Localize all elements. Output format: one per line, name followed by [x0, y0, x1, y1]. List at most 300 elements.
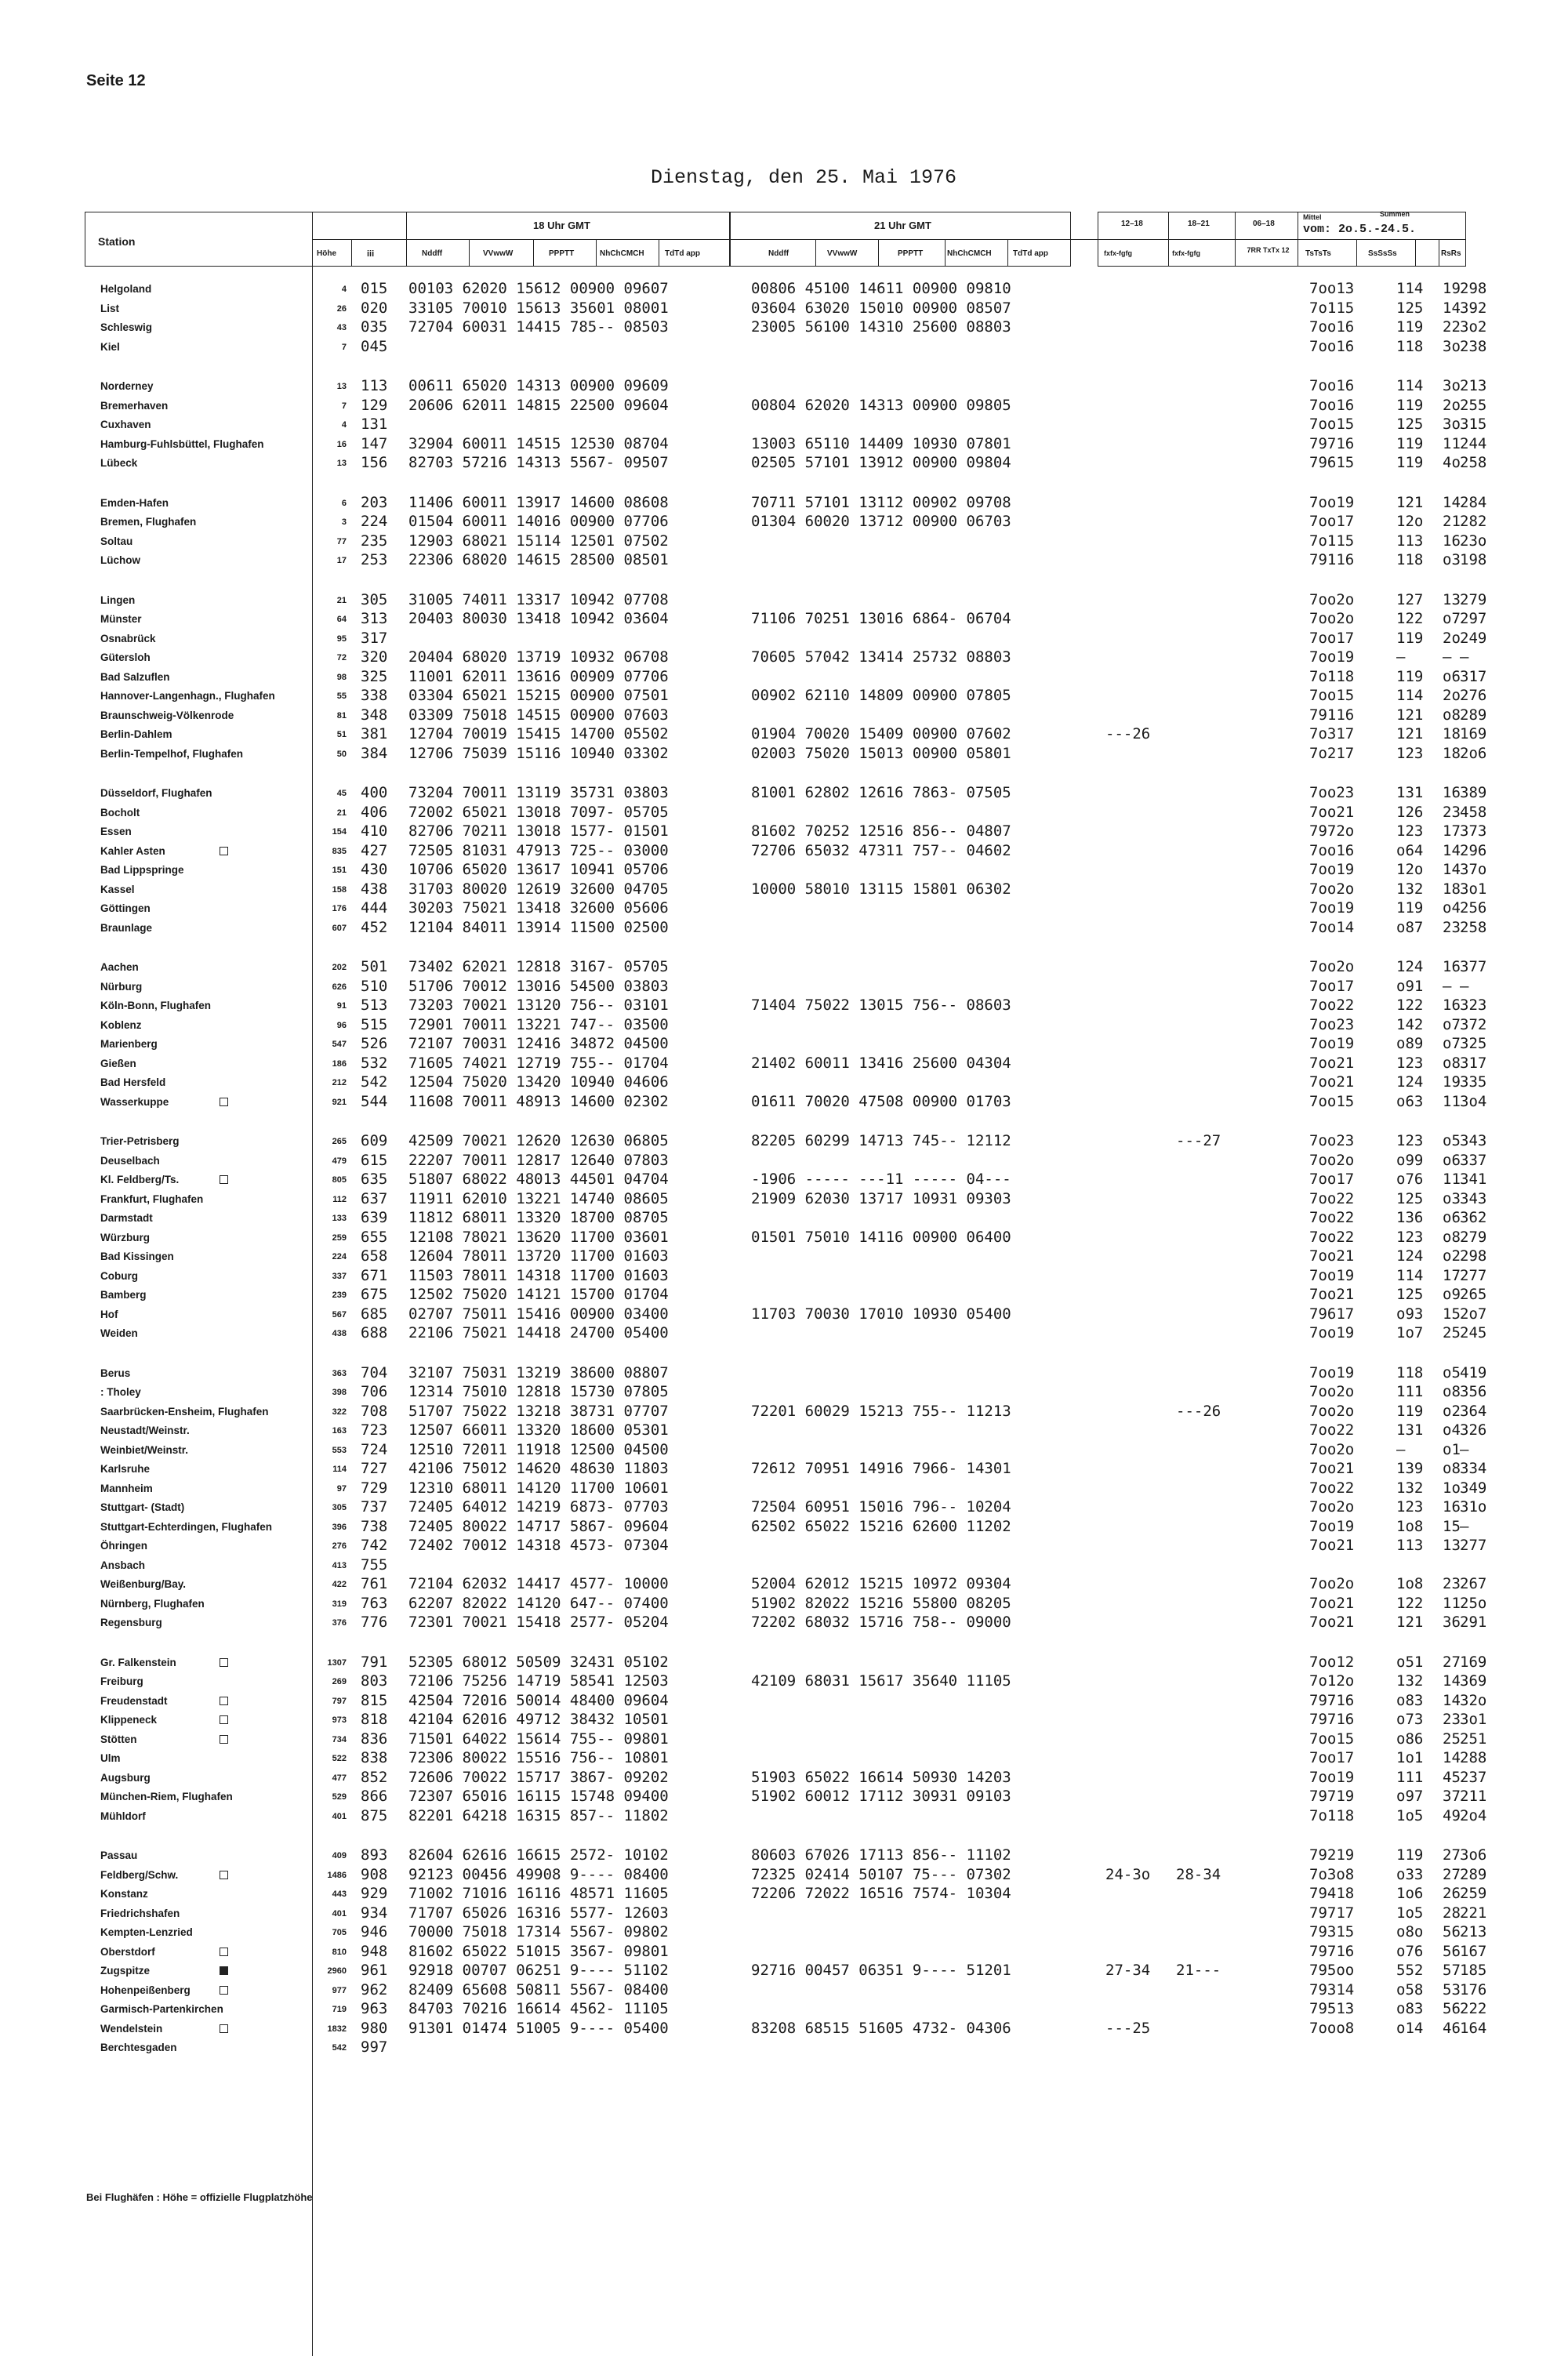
mean-temp: o63 — [1396, 1092, 1424, 1110]
station-name: Lübeck — [100, 457, 138, 469]
obs-18-utc: 92918 00707 06251 9---- 51102 — [408, 1962, 669, 1979]
station-id: 253 — [361, 551, 388, 568]
mean-temp: 1o8 — [1396, 1575, 1424, 1592]
header-sss: SsSsSs — [1368, 249, 1397, 258]
obs-18-utc: 72106 75256 14719 58541 12503 — [408, 1672, 669, 1690]
station-id: 015 — [361, 280, 388, 297]
obs-18-utc: 72307 65016 16115 15748 09400 — [408, 1788, 669, 1805]
table-row — [0, 454, 1568, 471]
temp-group: 7oo2o — [1309, 1498, 1355, 1516]
mean-temp: 122 — [1396, 996, 1424, 1014]
obs-18-utc: 12706 75039 15116 10940 03302 — [408, 744, 669, 762]
obs-21-utc: 00902 62110 14809 00900 07805 — [751, 687, 1011, 704]
mean-temp: o83 — [1396, 2000, 1424, 2017]
temp-group: 7oo15 — [1309, 687, 1355, 704]
station-name: Braunschweig-Völkenrode — [100, 709, 234, 721]
header-ppptt-21: PPPTT — [898, 249, 924, 258]
rain-sum: 23 — [1443, 1575, 1461, 1592]
temp-group: 7oo19 — [1309, 1266, 1355, 1284]
station-id: 737 — [361, 1498, 388, 1516]
rain-sum: 13 — [1443, 590, 1461, 608]
station-id: 761 — [361, 1575, 388, 1592]
station-id: 637 — [361, 1189, 388, 1207]
obs-21-utc: 72504 60951 15016 796-- 10204 — [751, 1498, 1011, 1516]
station-name: Kl. Feldberg/Ts. — [100, 1174, 180, 1185]
table-row — [0, 1460, 1568, 1477]
header-divider — [312, 239, 1466, 240]
temp-group: 7oo2o — [1309, 1383, 1355, 1400]
temp-group: 79617 — [1309, 1305, 1355, 1323]
temp-group: 7oo16 — [1309, 377, 1355, 394]
obs-21-utc: 01611 70020 47508 00900 01703 — [751, 1092, 1011, 1110]
station-height: 72 — [336, 653, 347, 663]
obs-18-utc: 11911 62010 13221 14740 08605 — [408, 1189, 669, 1207]
temp-group: 7oo21 — [1309, 1460, 1355, 1477]
gust-18-21: 21--- — [1176, 1962, 1221, 1979]
station-height: 163 — [332, 1426, 347, 1436]
rain-sum: o7 — [1443, 1015, 1461, 1033]
station-height: 835 — [332, 846, 347, 856]
obs-18-utc: 11001 62011 13616 00909 07706 — [408, 667, 669, 685]
station-id: 658 — [361, 1247, 388, 1265]
station-height: 26 — [336, 303, 347, 314]
mean-temp: 1o7 — [1396, 1324, 1424, 1341]
station-name: Gr. Falkenstein — [100, 1656, 176, 1668]
table-row — [0, 978, 1568, 995]
rain-sum: 46 — [1443, 2019, 1461, 2037]
temp-group: 79513 — [1309, 2000, 1355, 2017]
sunshine-sum: 277 — [1460, 1266, 1487, 1284]
col-line-iii — [351, 239, 352, 267]
page-title: Dienstag, den 25. Mai 1976 — [651, 166, 957, 189]
rain-sum: 14 — [1443, 493, 1461, 511]
rain-sum: 23 — [1443, 1711, 1461, 1728]
station-name: Bamberg — [100, 1289, 147, 1301]
sunshine-sum: 335 — [1460, 1073, 1487, 1091]
temp-group: 7o317 — [1309, 725, 1355, 742]
obs-18-utc: 11608 70011 48913 14600 02302 — [408, 1092, 669, 1110]
mean-temp: 121 — [1396, 725, 1424, 742]
col-line-21c — [878, 239, 879, 267]
station-name: Konstanz — [100, 1888, 148, 1900]
station-height: 45 — [336, 789, 347, 798]
station-height: 973 — [332, 1715, 347, 1725]
obs-18-utc: 82409 65608 50811 5567- 08400 — [408, 1980, 669, 1998]
station-height: 810 — [332, 1947, 347, 1957]
station-height: 21 — [336, 808, 347, 818]
station-id: 515 — [361, 1015, 388, 1033]
station-height: 17 — [336, 556, 347, 565]
sunshine-sum: 279 — [1460, 590, 1487, 608]
table-row — [0, 1498, 1568, 1516]
sunshine-sum: 238 — [1460, 337, 1487, 355]
sunshine-sum: 249 — [1460, 629, 1487, 647]
station-name: Aachen — [100, 961, 139, 973]
station-id: 609 — [361, 1132, 388, 1149]
rain-sum: o2 — [1443, 1247, 1461, 1265]
obs-18-utc: 71707 65026 16316 5577- 12603 — [408, 1904, 669, 1922]
rain-sum: 16 — [1443, 532, 1461, 550]
rain-sum: 53 — [1443, 1980, 1461, 1998]
temp-group: 7oo16 — [1309, 318, 1355, 336]
rain-sum: 4o — [1443, 454, 1461, 471]
temp-group: 7oo23 — [1309, 1015, 1355, 1033]
sunshine-sum: 364 — [1460, 1402, 1487, 1420]
station-id: 526 — [361, 1035, 388, 1052]
temp-group: 7o3o8 — [1309, 1865, 1355, 1883]
sunshine-sum: 317 — [1460, 1054, 1487, 1072]
station-name: Weiden — [100, 1327, 138, 1339]
station-id: 235 — [361, 532, 388, 550]
station-id: 946 — [361, 1923, 388, 1940]
table-row — [0, 1518, 1568, 1535]
temp-group: 79315 — [1309, 1923, 1355, 1940]
obs-21-utc: 23005 56100 14310 25600 08803 — [751, 318, 1011, 336]
station-height: 202 — [332, 963, 347, 972]
table-row — [0, 1866, 1568, 1883]
rain-sum: 18 — [1443, 880, 1461, 898]
station-name: Wasserkuppe — [100, 1095, 169, 1108]
rain-sum: 16 — [1443, 784, 1461, 801]
station-id: 723 — [361, 1421, 388, 1439]
station-name: Kahler Asten — [100, 844, 165, 857]
station-height: 43 — [336, 323, 347, 332]
temp-group: 79116 — [1309, 551, 1355, 568]
temp-group: 7oo23 — [1309, 1132, 1355, 1149]
mean-temp: 121 — [1396, 493, 1424, 511]
station-height: 3 — [341, 517, 347, 527]
rain-sum: 13 — [1443, 1537, 1461, 1554]
table-row — [0, 591, 1568, 608]
obs-21-utc: 81001 62802 12616 7863- 07505 — [751, 784, 1011, 801]
station-name: Neustadt/Weinstr. — [100, 1425, 190, 1436]
station-name: Zugspitze — [100, 1965, 150, 1977]
sunshine-sum: 256 — [1460, 899, 1487, 917]
station-id: 706 — [361, 1383, 388, 1400]
station-id: 763 — [361, 1594, 388, 1612]
station-name: Nürburg — [100, 980, 143, 993]
header-tdtd-21: TdTd app — [1013, 249, 1048, 258]
station-id: 325 — [361, 667, 388, 685]
temp-group: 7oo19 — [1309, 1517, 1355, 1535]
obs-18-utc: 20606 62011 14815 22500 09604 — [408, 396, 669, 414]
sunshine-sum: 31o — [1460, 1498, 1487, 1516]
table-row — [0, 822, 1568, 840]
station-name: Lingen — [100, 594, 136, 606]
rain-sum: 14 — [1443, 841, 1461, 859]
station-name: Ulm — [100, 1752, 121, 1764]
station-height: 269 — [332, 1677, 347, 1686]
station-id: 875 — [361, 1806, 388, 1824]
mean-temp: 125 — [1396, 1189, 1424, 1207]
obs-21-utc: 70605 57042 13414 25732 08803 — [751, 648, 1011, 666]
table-row — [0, 1132, 1568, 1149]
mean-temp: o8o — [1396, 1923, 1424, 1940]
table-row — [0, 338, 1568, 355]
sunshine-sum: 317 — [1460, 667, 1487, 685]
table-row — [0, 1692, 1568, 1709]
station-name: Mühldorf — [100, 1810, 146, 1822]
table-row — [0, 1324, 1568, 1341]
rain-sum: 14 — [1443, 861, 1461, 878]
rain-sum: — — [1443, 648, 1452, 666]
table-row — [0, 532, 1568, 550]
sunshine-sum: 276 — [1460, 687, 1487, 704]
sunshine-sum: 341 — [1460, 1171, 1487, 1188]
temp-group: 79716 — [1309, 1942, 1355, 1960]
temp-group: 7oo17 — [1309, 629, 1355, 647]
header-1218: 12–18 — [1121, 220, 1143, 228]
obs-18-utc: 62207 82022 14120 647-- 07400 — [408, 1594, 669, 1612]
station-name: Coburg — [100, 1269, 138, 1282]
station-name: List — [100, 302, 120, 314]
obs-18-utc: 72402 70012 14318 4573- 07304 — [408, 1537, 669, 1554]
station-id: 129 — [361, 396, 388, 414]
square-icon — [220, 1871, 228, 1879]
sunshine-sum: 251 — [1460, 1730, 1487, 1748]
header-nddff-18: Nddff — [422, 249, 443, 258]
sunshine-sum: 167 — [1460, 1942, 1487, 1960]
rain-sum: 28 — [1443, 1904, 1461, 1922]
sunshine-sum: 298 — [1460, 280, 1487, 297]
station-height: 705 — [332, 1928, 347, 1937]
sunshine-sum: 258 — [1460, 454, 1487, 471]
mean-temp: — — [1396, 1440, 1406, 1458]
mean-temp: 118 — [1396, 1363, 1424, 1381]
sunshine-sum: 2o4 — [1460, 1806, 1487, 1824]
sunshine-sum: 3o4 — [1460, 1092, 1487, 1110]
obs-21-utc: 80603 67026 17113 856-- 11102 — [751, 1846, 1011, 1864]
obs-18-utc: 70000 75018 17314 5567- 09802 — [408, 1923, 669, 1940]
table-row — [0, 1981, 1568, 1998]
station-name: Berlin-Tempelhof, Flughafen — [100, 747, 243, 760]
station-name: Saarbrücken-Ensheim, Flughafen — [100, 1405, 269, 1418]
sunshine-sum: 221 — [1460, 1904, 1487, 1922]
temp-group: 7oo16 — [1309, 337, 1355, 355]
obs-18-utc: 42104 62016 49712 38432 10501 — [408, 1711, 669, 1728]
station-height: 607 — [332, 923, 347, 933]
station-name: Stötten — [100, 1733, 137, 1745]
rain-sum: 11 — [1443, 1594, 1461, 1612]
obs-18-utc: 51706 70012 13016 54500 03803 — [408, 977, 669, 995]
station-name: Mannheim — [100, 1482, 153, 1494]
header-vvwww-18: VVwwW — [483, 249, 514, 258]
station-height: 2960 — [327, 1966, 347, 1976]
obs-21-utc: 62502 65022 15216 62600 11202 — [751, 1517, 1011, 1535]
station-name: Freiburg — [100, 1675, 143, 1687]
station-id: 320 — [361, 648, 388, 666]
station-id: 513 — [361, 996, 388, 1014]
mean-temp: 1o6 — [1396, 1885, 1424, 1902]
mean-temp: 125 — [1396, 299, 1424, 317]
rain-sum: 15 — [1443, 1517, 1461, 1535]
sunshine-sum: — — [1460, 1517, 1469, 1535]
temp-group: 7972o — [1309, 822, 1355, 840]
station-id: 961 — [361, 1962, 388, 1979]
station-id: 776 — [361, 1614, 388, 1631]
station-id: 948 — [361, 1942, 388, 1960]
temp-group: 7o118 — [1309, 667, 1355, 685]
station-height: 401 — [332, 1908, 347, 1919]
obs-18-utc: 71605 74021 12719 755-- 01704 — [408, 1054, 669, 1072]
sunshine-sum: 23o — [1460, 532, 1487, 550]
station-name: Marienberg — [100, 1038, 158, 1050]
mean-temp: 1o8 — [1396, 1517, 1424, 1535]
sunshine-sum: 237 — [1460, 1768, 1487, 1786]
station-id: 635 — [361, 1171, 388, 1188]
obs-21-utc: 02505 57101 13912 00900 09804 — [751, 454, 1011, 471]
rain-sum: o8 — [1443, 706, 1461, 724]
station-id: 542 — [361, 1073, 388, 1091]
square-icon — [220, 1735, 228, 1744]
station-name: Osnabrück — [100, 632, 156, 644]
temp-group: 79717 — [1309, 1904, 1355, 1922]
table-row — [0, 280, 1568, 297]
station-id: 838 — [361, 1749, 388, 1766]
station-name: Nürnberg, Flughafen — [100, 1597, 205, 1610]
mean-temp: 123 — [1396, 1498, 1424, 1516]
obs-18-utc: 03309 75018 14515 00900 07603 — [408, 706, 669, 724]
station-id: 815 — [361, 1691, 388, 1709]
obs-21-utc: 52004 62012 15215 10972 09304 — [751, 1575, 1011, 1592]
rain-sum: o6 — [1443, 667, 1461, 685]
table-row — [0, 2000, 1568, 2017]
mean-temp: 119 — [1396, 1402, 1424, 1420]
table-row — [0, 1575, 1568, 1592]
station-name: Kiel — [100, 340, 120, 353]
square-icon — [220, 1098, 228, 1106]
rain-sum: 56 — [1443, 1923, 1461, 1940]
station-id: 893 — [361, 1846, 388, 1864]
sunshine-sum: 458 — [1460, 803, 1487, 821]
col-line-21b — [815, 239, 816, 267]
temp-group: 795oo — [1309, 1962, 1355, 1979]
station-name: Weißenburg/Bay. — [100, 1578, 187, 1590]
sunshine-sum: 3o1 — [1460, 880, 1487, 898]
station-height: 398 — [332, 1388, 347, 1397]
mean-temp: o76 — [1396, 1942, 1424, 1960]
table-row — [0, 1923, 1568, 1940]
table-row — [0, 1229, 1568, 1246]
mean-temp: o58 — [1396, 1980, 1424, 1998]
mean-temp: 113 — [1396, 1537, 1424, 1554]
rain-sum: 27 — [1443, 1865, 1461, 1883]
station-id: 338 — [361, 687, 388, 704]
header-1821: 18–21 — [1188, 220, 1210, 228]
obs-21-utc: 72201 60029 15213 755-- 11213 — [751, 1402, 1011, 1420]
rain-sum: 36 — [1443, 1614, 1461, 1631]
station-height: 438 — [332, 1329, 347, 1338]
table-row — [0, 435, 1568, 452]
rain-sum: o1 — [1443, 1440, 1461, 1458]
temp-group: 7oo17 — [1309, 513, 1355, 530]
sunshine-sum: 279 — [1460, 1228, 1487, 1246]
station-height: 479 — [332, 1156, 347, 1166]
rain-sum: o3 — [1443, 1189, 1461, 1207]
station-height: 112 — [332, 1194, 347, 1204]
station-name: : Tholey — [100, 1386, 141, 1398]
header-21gmt: 21 Uhr GMT — [874, 220, 931, 231]
temp-group: 7oo16 — [1309, 396, 1355, 414]
mean-temp: o64 — [1396, 841, 1424, 859]
obs-18-utc: 72405 64012 14219 6873- 07703 — [408, 1498, 669, 1516]
table-row — [0, 1035, 1568, 1052]
station-height: 401 — [332, 1811, 347, 1821]
table-row — [0, 397, 1568, 414]
mean-temp: 123 — [1396, 1132, 1424, 1149]
obs-21-utc: 83208 68515 51605 4732- 04306 — [751, 2019, 1011, 2037]
mean-temp: 123 — [1396, 1228, 1424, 1246]
mean-temp: o73 — [1396, 1711, 1424, 1728]
square-icon — [220, 1697, 228, 1705]
obs-18-utc: 00103 62020 15612 00900 09607 — [408, 280, 669, 297]
obs-18-utc: 12507 66011 13320 18600 05301 — [408, 1421, 669, 1439]
rain-sum: 11 — [1443, 1171, 1461, 1188]
obs-21-utc: 72202 68032 15716 758-- 09000 — [751, 1614, 1011, 1631]
table-row — [0, 1769, 1568, 1786]
obs-21-utc: 13003 65110 14409 10930 07801 — [751, 434, 1011, 452]
station-name: Bad Kissingen — [100, 1251, 174, 1262]
rain-sum: 56 — [1443, 2000, 1461, 2017]
station-name: Berchtesgaden — [100, 2042, 177, 2053]
obs-18-utc: 12310 68011 14120 11700 10601 — [408, 1479, 669, 1497]
obs-18-utc: 82703 57216 14313 5567- 09507 — [408, 454, 669, 471]
mean-temp: 1o5 — [1396, 1904, 1424, 1922]
station-height: 186 — [332, 1058, 347, 1069]
temp-group: 7oo19 — [1309, 899, 1355, 917]
temp-group: 79716 — [1309, 434, 1355, 452]
mean-temp: 121 — [1396, 706, 1424, 724]
table-row — [0, 1171, 1568, 1188]
station-height: 319 — [332, 1599, 347, 1609]
rain-sum: 22 — [1443, 318, 1461, 336]
station-name: Bremerhaven — [100, 399, 169, 412]
station-height: 6 — [341, 498, 347, 508]
obs-21-utc: 21402 60011 13416 25600 04304 — [751, 1054, 1011, 1072]
table-row — [0, 842, 1568, 859]
obs-18-utc: 33105 70010 15613 35601 08001 — [408, 299, 669, 317]
mean-temp: 119 — [1396, 667, 1424, 685]
temp-group: 7oo2o — [1309, 880, 1355, 898]
header-nh-18: NhChCMCH — [600, 249, 644, 258]
header-vom: vom: 2o.5.-24.5. — [1303, 223, 1417, 236]
table-row — [0, 1614, 1568, 1631]
sunshine-sum: 296 — [1460, 841, 1487, 859]
rain-sum: 16 — [1443, 996, 1461, 1014]
obs-18-utc: 32904 60011 14515 12530 08704 — [408, 434, 669, 452]
sunshine-sum: 176 — [1460, 1980, 1487, 1998]
table-row — [0, 1885, 1568, 1902]
mean-temp: 125 — [1396, 416, 1424, 433]
obs-18-utc: 82201 64218 16315 857-- 11802 — [408, 1806, 669, 1824]
station-id: 755 — [361, 1556, 388, 1574]
station-name: Norderney — [100, 380, 154, 392]
mean-temp: o93 — [1396, 1305, 1424, 1323]
table-row — [0, 1247, 1568, 1265]
sunshine-sum: 337 — [1460, 1151, 1487, 1169]
station-name: Klippeneck — [100, 1714, 158, 1726]
station-id: 035 — [361, 318, 388, 336]
station-id: 501 — [361, 958, 388, 975]
temp-group: 7oo14 — [1309, 918, 1355, 936]
station-id: 791 — [361, 1653, 388, 1671]
station-name: Göttingen — [100, 902, 151, 914]
mean-temp: 1o5 — [1396, 1806, 1424, 1824]
col-line-18 — [406, 212, 407, 267]
station-id: 675 — [361, 1286, 388, 1303]
station-name: Hamburg-Fuhlsbüttel, Flughafen — [100, 437, 264, 450]
station-id: 836 — [361, 1730, 388, 1748]
